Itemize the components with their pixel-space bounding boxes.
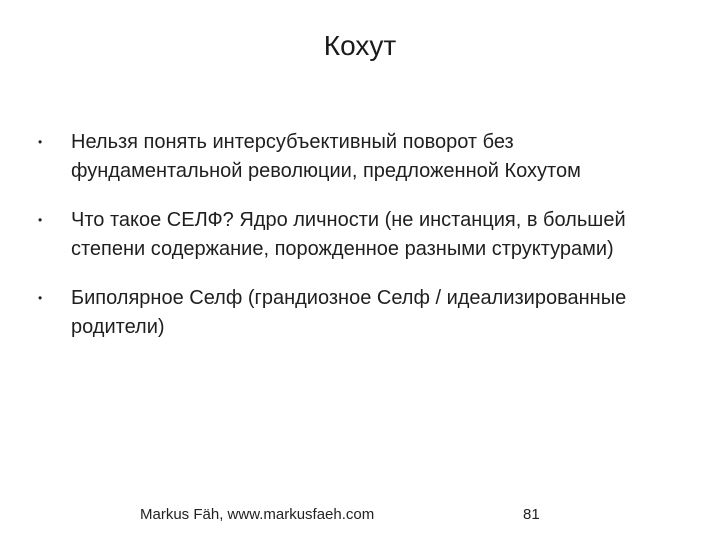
bullet-icon: • (38, 213, 43, 227)
bullet-text: Нельзя понять интерсубъективный поворот без фундаментальной революции, предложенной Кохутом (71, 131, 581, 182)
bullet-item-3 (38, 284, 688, 342)
page-number: 81 (523, 506, 540, 523)
bullet-item-2 (38, 206, 688, 264)
footer-author: Markus Fäh, www.markusfaeh.com (140, 506, 375, 523)
bullet-item-1 (38, 128, 688, 186)
bullet-icon: • (38, 291, 43, 305)
bullet-text: Биполярное Селф (грандиозное Селф / идеализированные родители) (71, 287, 627, 338)
bullet-icon: • (38, 135, 43, 149)
slide-title: Кохут (323, 30, 397, 61)
bullet-text: Что такое СЕЛФ? Ядро личности (не инстанция, в большей степени содержание, порожденное разными структурами) (71, 209, 626, 260)
bullet-list (38, 128, 688, 362)
